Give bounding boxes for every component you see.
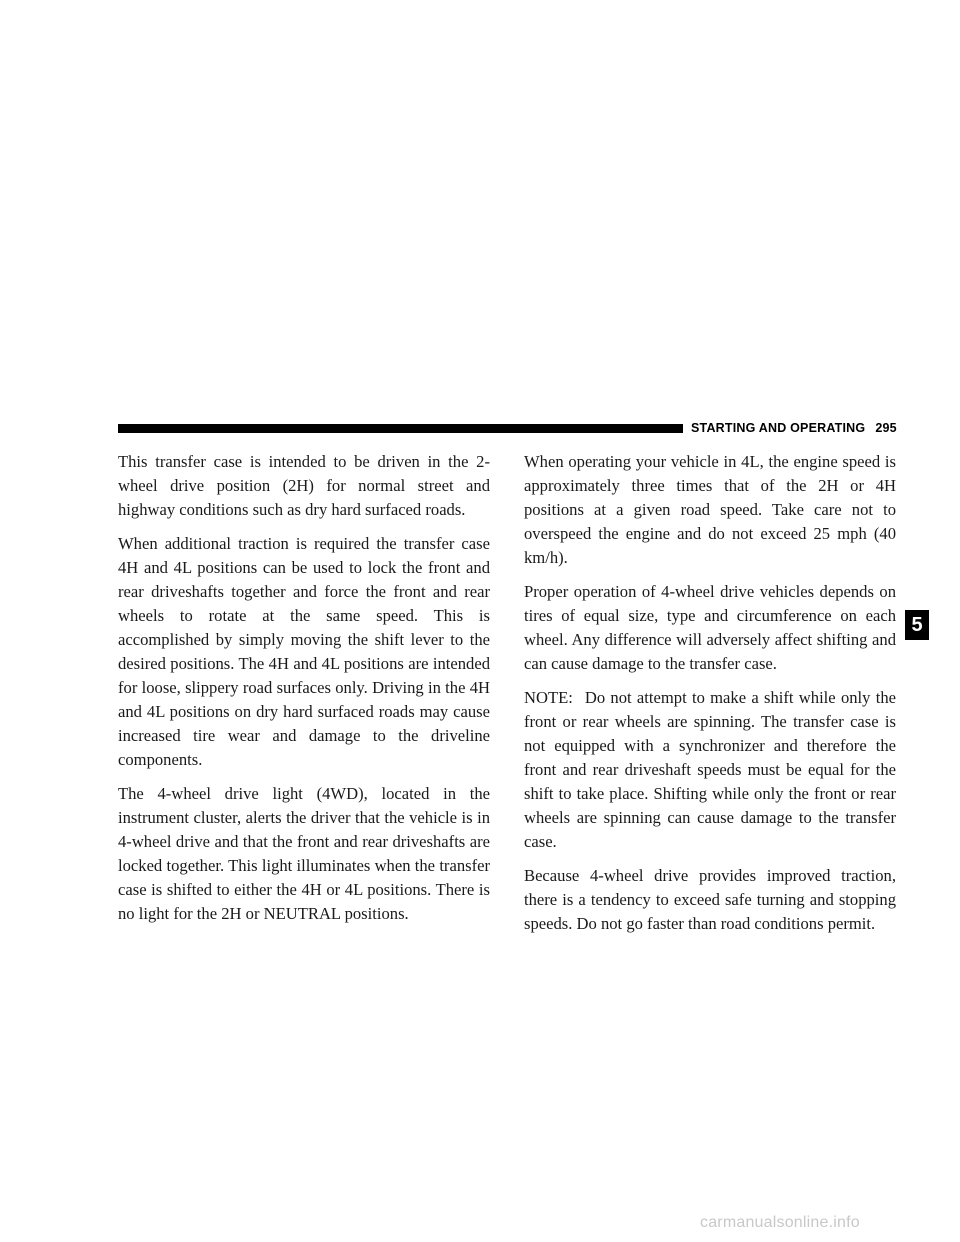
page-number: 295 <box>875 421 897 435</box>
paragraph: When additional traction is required the transfer case 4H and 4L positions can be used to lock the front and rear driveshafts together and force the front and rear wheels to rotate at the same speed. This is accomplished by simply moving the shift lever to the desired positions. The 4H and 4L positions are intended for loose, slippery road surfaces only. Driving in the 4H and 4L positions on dry hard surfaced roads may cause increased tire wear and damage to the driveline components. <box>118 534 490 769</box>
section-title: STARTING AND OPERATING <box>691 421 866 435</box>
watermark: carmanualsonline.info <box>700 1214 860 1231</box>
right-column <box>524 450 896 946</box>
note-text: Do not attempt to make a shift while only the front or rear wheels are spinning. The transfer case is not equipped with a synchronizer and therefore the front and rear driveshaft speeds must be equal for the shift to take place. Shifting while only the front or rear wheels are spinning can cause damage to the transfer case. <box>524 688 896 851</box>
paragraph: The 4-wheel drive light (4WD), located in the instrument cluster, alerts the driver that the vehicle is in 4-wheel drive and that the front and rear driveshafts are locked together. This light illuminates when the transfer case is shifted to either the 4H or 4L positions. There is no light for the 2H or NEUTRAL positions. <box>118 784 490 923</box>
note-label: NOTE: <box>524 688 573 707</box>
header-rule <box>118 424 683 433</box>
chapter-tab: 5 <box>905 610 929 640</box>
paragraph: Proper operation of 4-wheel drive vehicles depends on tires of equal size, type and circumference on each wheel. Any difference will adversely affect shifting and can cause damage to the transfer case. <box>524 582 896 673</box>
paragraph: When operating your vehicle in 4L, the engine speed is approximately three times that of the 2H or 4H positions at a given road speed. Take care not to overspeed the engine and do not exceed 25 mph (40 km/h). <box>524 452 896 567</box>
note-paragraph <box>524 686 896 854</box>
paragraph: Because 4-wheel drive provides improved traction, there is a tendency to exceed safe turning and stopping speeds. Do not go faster than road conditions permit. <box>524 866 896 933</box>
running-header <box>691 420 897 436</box>
left-column <box>118 450 490 936</box>
paragraph: This transfer case is intended to be driven in the 2-wheel drive position (2H) for normal street and highway conditions such as dry hard surfaced roads. <box>118 452 490 519</box>
